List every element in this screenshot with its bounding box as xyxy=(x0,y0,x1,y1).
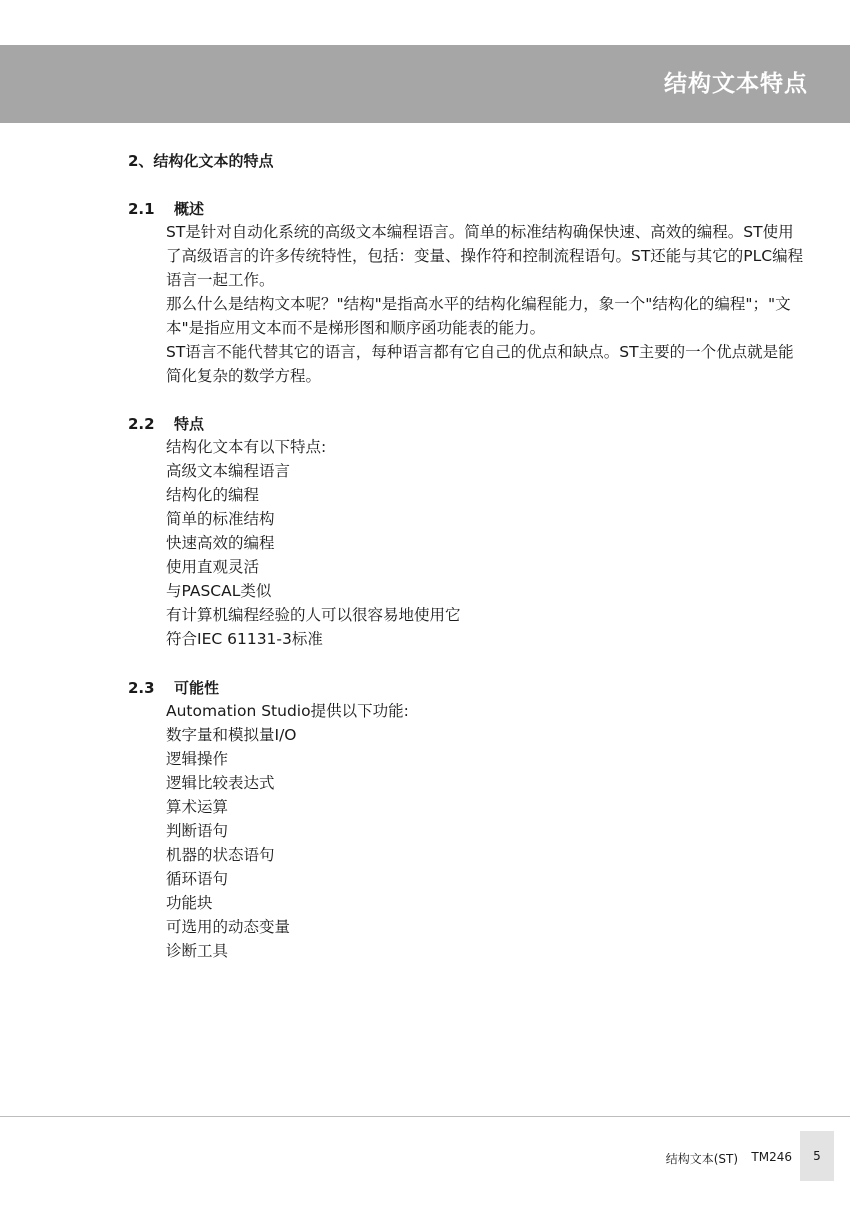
list-item: 循环语句 xyxy=(166,870,229,888)
list-intro: Automation Studio提供以下功能: xyxy=(166,702,409,720)
list-intro: 结构化文本有以下特点: xyxy=(166,438,327,456)
list-item: 与PASCAL类似 xyxy=(166,582,272,600)
section-number: 2.3 xyxy=(128,679,155,697)
section-overview xyxy=(128,198,808,388)
section-features xyxy=(128,413,808,651)
paragraph: ST是针对自动化系统的高级文本编程语言。简单的标准结构确保快速、高效的编程。ST使用了高级语言的许多传统特性，包括：变量、操作符和控制流程语句。ST还能与其它的PLC编程语言一起工作。 xyxy=(166,223,804,289)
list-item: 算术运算 xyxy=(166,798,229,816)
list-item: 高级文本编程语言 xyxy=(166,462,291,480)
page-header-title: 结构文本特点 xyxy=(664,71,808,97)
list-item: 诊断工具 xyxy=(166,942,229,960)
list-item: 逻辑操作 xyxy=(166,750,229,768)
section-body xyxy=(166,699,808,963)
list-item: 结构化的编程 xyxy=(166,486,260,504)
footer-document-code: TM246 xyxy=(751,1150,792,1164)
list-item: 判断语句 xyxy=(166,822,229,840)
section-capabilities xyxy=(128,677,808,963)
list-item: 使用直观灵活 xyxy=(166,558,260,576)
list-item: 有计算机编程经验的人可以很容易地使用它 xyxy=(166,606,461,624)
list-item: 快速高效的编程 xyxy=(166,534,275,552)
list-item: 逻辑比较表达式 xyxy=(166,774,275,792)
paragraph: ST语言不能代替其它的语言，每种语言都有它自己的优点和缺点。ST主要的一个优点就是能简化复杂的数学方程。 xyxy=(166,343,794,385)
chapter-title: 2、结构化文本的特点 xyxy=(128,152,274,170)
list-item: 可选用的动态变量 xyxy=(166,918,291,936)
list-item: 机器的状态语句 xyxy=(166,846,275,864)
footer-divider xyxy=(0,1116,850,1117)
section-title: 概述 xyxy=(174,200,205,218)
list-item: 符合IEC 61131-3标准 xyxy=(166,630,323,648)
section-title: 可能性 xyxy=(174,679,220,697)
section-number: 2.1 xyxy=(128,200,155,218)
section-body xyxy=(166,435,808,651)
section-heading xyxy=(128,413,808,435)
section-heading xyxy=(128,677,808,699)
section-title: 特点 xyxy=(174,415,205,433)
list-item: 简单的标准结构 xyxy=(166,510,275,528)
list-item: 数字量和模拟量I/O xyxy=(166,726,297,744)
list-item: 功能块 xyxy=(166,894,213,912)
section-body xyxy=(166,220,808,388)
section-number: 2.2 xyxy=(128,415,155,433)
footer-document-title: 结构文本(ST) xyxy=(665,1152,738,1166)
paragraph: 那么什么是结构文本呢？"结构"是指高水平的结构化编程能力，象一个"结构化的编程"；"文本"是指应用文本而不是梯形图和顺序函功能表的能力。 xyxy=(166,295,791,337)
page-header-band xyxy=(0,45,850,123)
page-number: 5 xyxy=(800,1131,834,1181)
section-heading xyxy=(128,198,808,220)
